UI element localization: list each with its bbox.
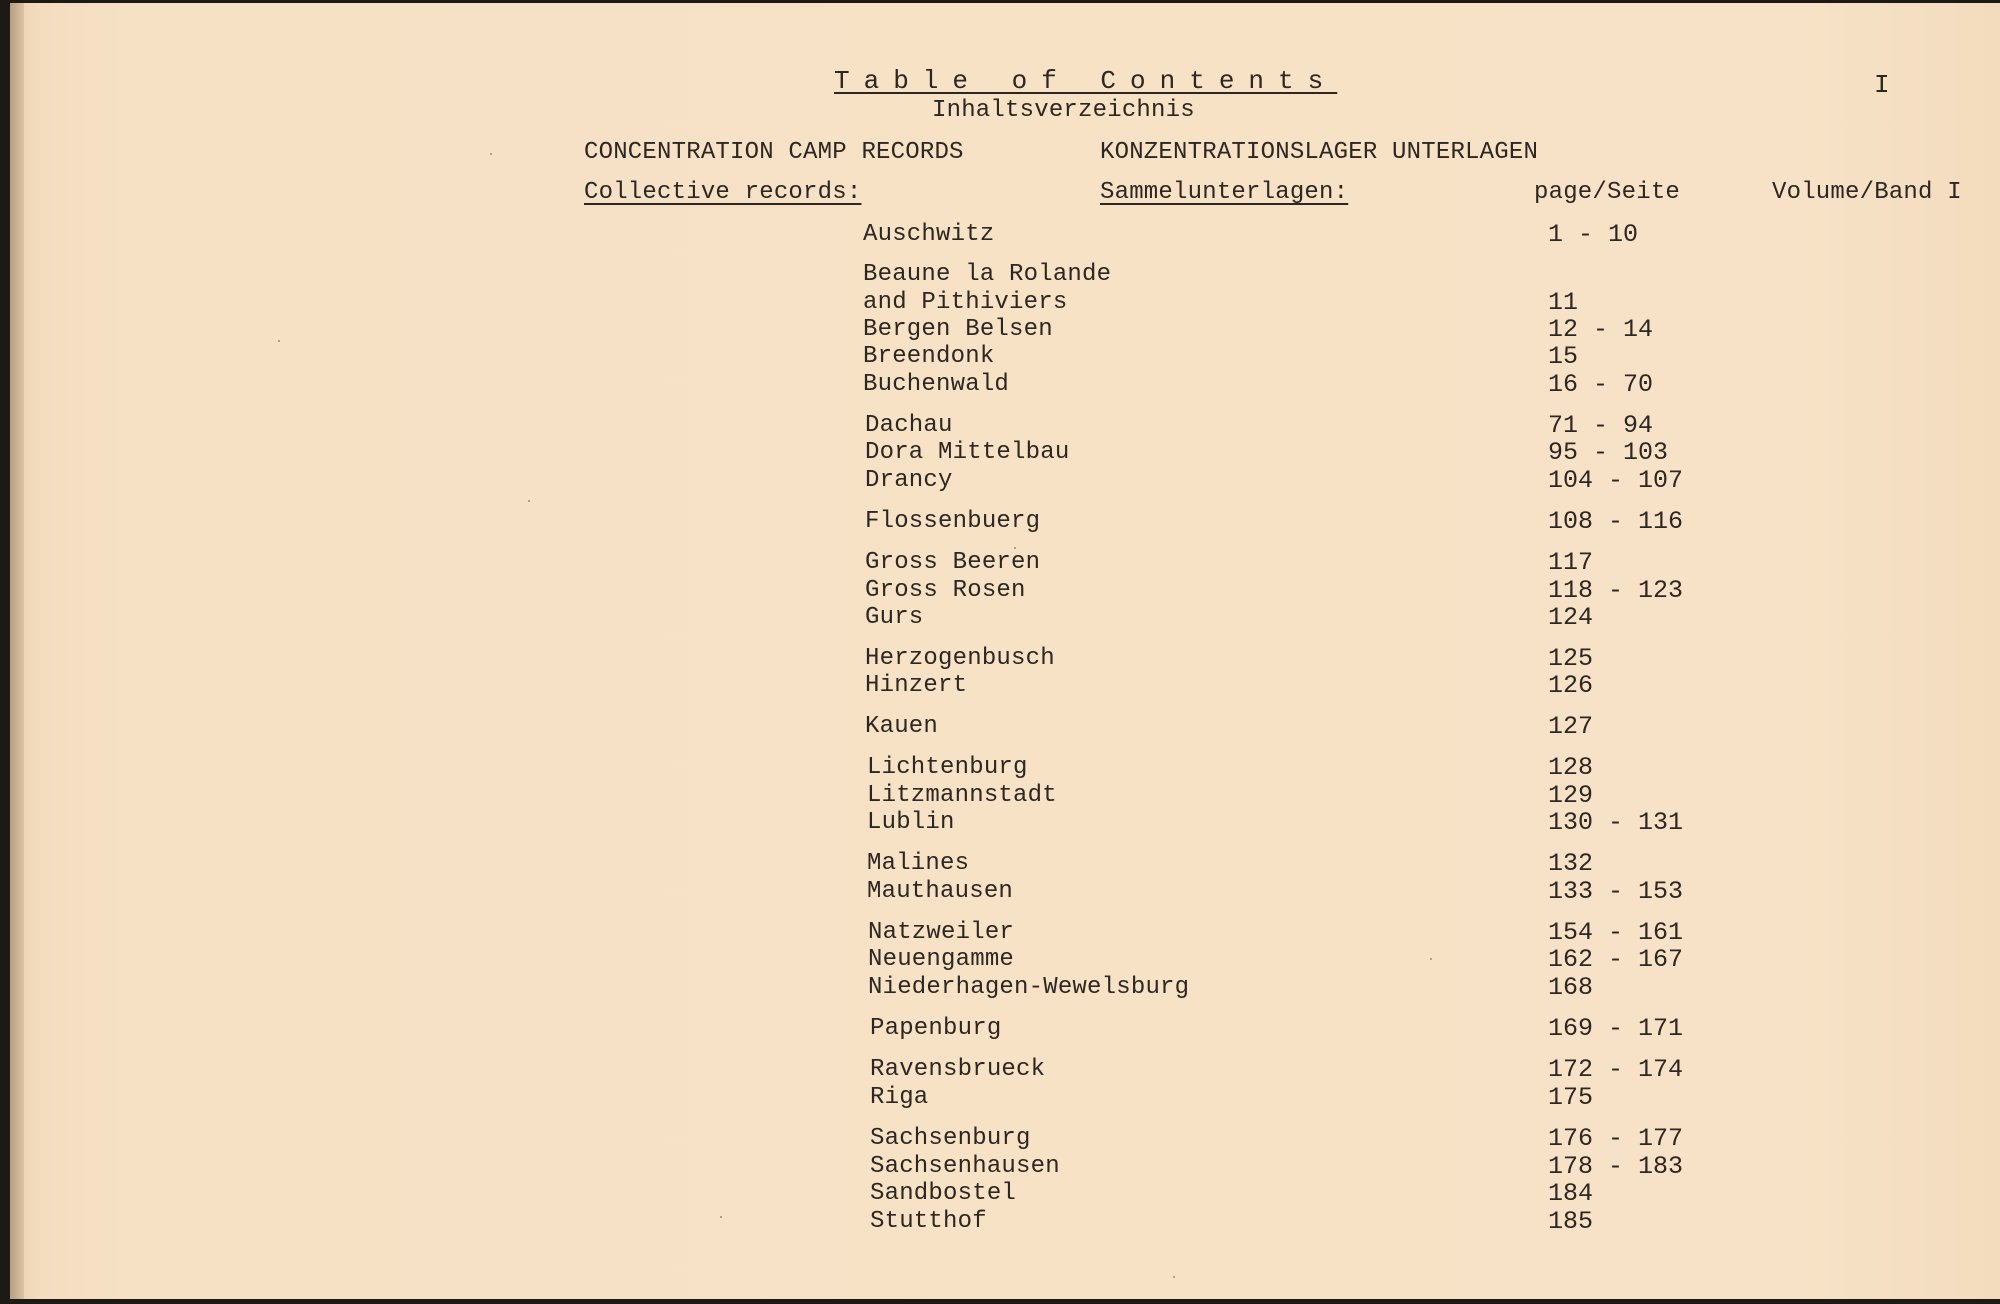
entry-pages: 128 bbox=[1548, 753, 1594, 782]
entry-name: Litzmannstadt bbox=[867, 782, 1057, 809]
entry-pages: 104 - 107 bbox=[1548, 466, 1684, 495]
page-number: I bbox=[1874, 70, 1890, 100]
entry-pages: 154 - 161 bbox=[1548, 918, 1684, 947]
entry-pages: 168 bbox=[1548, 973, 1594, 1002]
entry-name: Natzweiler bbox=[868, 919, 1015, 946]
entry-name: Niederhagen-Wewelsburg bbox=[868, 974, 1190, 1001]
entry-pages: 124 bbox=[1548, 603, 1594, 632]
entry-pages: 172 - 174 bbox=[1548, 1055, 1684, 1084]
paper-speck bbox=[720, 1216, 722, 1218]
entry-name: Drancy bbox=[865, 467, 953, 494]
entry-name: Dachau bbox=[865, 412, 953, 439]
entry-name: Buchenwald bbox=[863, 371, 1010, 398]
entry-pages: 15 bbox=[1548, 342, 1579, 371]
entry-name: Lublin bbox=[867, 809, 955, 836]
entry-name: Papenburg bbox=[870, 1015, 1002, 1042]
entry-pages: 133 - 153 bbox=[1548, 877, 1684, 906]
subsection-heading-english: Collective records: bbox=[584, 179, 862, 206]
paper-speck bbox=[528, 500, 530, 502]
entry-pages: 129 bbox=[1548, 781, 1594, 810]
paper-speck bbox=[1014, 547, 1016, 549]
entry-pages: 162 - 167 bbox=[1548, 945, 1684, 974]
entry-name: Herzogenbusch bbox=[865, 645, 1055, 672]
column-header-volume: Volume/Band I bbox=[1772, 179, 1962, 206]
section-heading-english: CONCENTRATION CAMP RECORDS bbox=[584, 139, 964, 166]
entry-name: Sachsenhausen bbox=[870, 1153, 1060, 1180]
entry-name: Beaune la Rolande bbox=[863, 261, 1112, 288]
entry-name: Hinzert bbox=[865, 672, 968, 699]
entry-name: Ravensbrueck bbox=[870, 1056, 1046, 1083]
entry-pages: 117 bbox=[1548, 548, 1594, 577]
binding-edge bbox=[10, 3, 24, 1299]
entry-name: Auschwitz bbox=[863, 221, 995, 248]
entry-name: Kauen bbox=[865, 713, 939, 740]
entry-pages: 184 bbox=[1548, 1179, 1594, 1208]
entry-name: Malines bbox=[867, 850, 970, 877]
column-header-page: page/Seite bbox=[1534, 179, 1681, 206]
title-english: Table of Contents bbox=[834, 66, 1338, 96]
paper-speck bbox=[278, 340, 280, 342]
entry-pages: 127 bbox=[1548, 712, 1594, 741]
entry-pages: 185 bbox=[1548, 1207, 1594, 1236]
paper-speck bbox=[1430, 958, 1432, 960]
entry-name: and Pithiviers bbox=[863, 289, 1068, 316]
entry-pages: 95 - 103 bbox=[1548, 438, 1669, 467]
entry-pages: 176 - 177 bbox=[1548, 1124, 1684, 1153]
document-page bbox=[10, 3, 2000, 1299]
entry-name: Gurs bbox=[865, 604, 924, 631]
entry-name: Gross Beeren bbox=[865, 549, 1041, 576]
entry-pages: 132 bbox=[1548, 849, 1594, 878]
entry-pages: 118 - 123 bbox=[1548, 576, 1684, 605]
entry-name: Flossenbuerg bbox=[865, 508, 1041, 535]
entry-name: Neuengamme bbox=[868, 946, 1015, 973]
entry-name: Sachsenburg bbox=[870, 1125, 1031, 1152]
entry-name: Sandbostel bbox=[870, 1180, 1017, 1207]
entry-name: Lichtenburg bbox=[867, 754, 1028, 781]
entry-pages: 169 - 171 bbox=[1548, 1014, 1684, 1043]
entry-name: Stutthof bbox=[870, 1208, 987, 1235]
entry-name: Mauthausen bbox=[867, 878, 1014, 905]
entry-pages: 178 - 183 bbox=[1548, 1152, 1684, 1181]
entry-pages: 16 - 70 bbox=[1548, 370, 1654, 399]
entry-name: Breendonk bbox=[863, 343, 995, 370]
entry-pages: 108 - 116 bbox=[1548, 507, 1684, 536]
entry-name: Dora Mittelbau bbox=[865, 439, 1070, 466]
title-german: Inhaltsverzeichnis bbox=[932, 97, 1195, 124]
entry-name: Bergen Belsen bbox=[863, 316, 1053, 343]
entry-name: Riga bbox=[870, 1084, 929, 1111]
entry-pages: 125 bbox=[1548, 644, 1594, 673]
entry-pages: 1 - 10 bbox=[1548, 220, 1639, 249]
paper-speck bbox=[1173, 1276, 1175, 1278]
entry-pages: 11 bbox=[1548, 288, 1579, 317]
section-heading-german: KONZENTRATIONSLAGER UNTERLAGEN bbox=[1100, 139, 1539, 166]
entry-pages: 130 - 131 bbox=[1548, 808, 1684, 837]
paper-speck bbox=[490, 153, 492, 155]
entry-pages: 12 - 14 bbox=[1548, 315, 1654, 344]
entry-pages: 175 bbox=[1548, 1083, 1594, 1112]
entry-pages: 71 - 94 bbox=[1548, 411, 1654, 440]
entry-pages: 126 bbox=[1548, 671, 1594, 700]
subsection-heading-german: Sammelunterlagen: bbox=[1100, 179, 1349, 206]
entry-name: Gross Rosen bbox=[865, 577, 1026, 604]
